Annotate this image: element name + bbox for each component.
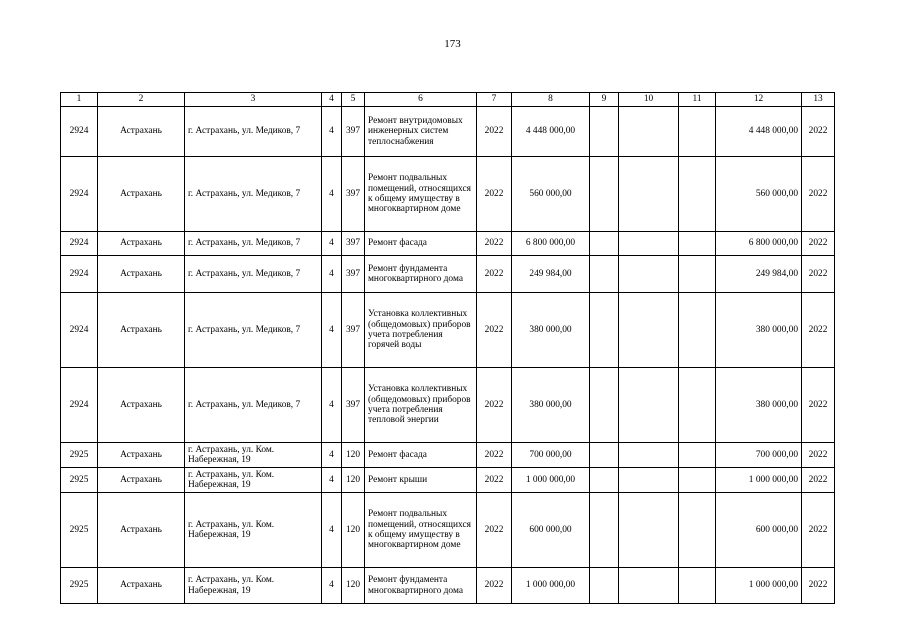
cell-col9 xyxy=(590,232,619,256)
cell-col11 xyxy=(679,157,716,232)
cell-col4: 4 xyxy=(322,493,342,568)
cell-col5: 397 xyxy=(342,157,365,232)
cell-col4: 4 xyxy=(322,293,342,368)
cell-house-id: 2924 xyxy=(61,256,98,293)
page-number: 173 xyxy=(444,38,461,50)
cell-year: 2022 xyxy=(477,443,512,468)
cell-col5: 397 xyxy=(342,368,365,443)
cell-total: 700 000,00 xyxy=(716,443,802,468)
cell-year: 2022 xyxy=(477,293,512,368)
cell-cost: 380 000,00 xyxy=(512,293,590,368)
cell-col10 xyxy=(619,568,679,604)
table-row xyxy=(61,368,835,443)
cell-end-year: 2022 xyxy=(802,256,835,293)
table-row xyxy=(61,256,835,293)
cell-total: 380 000,00 xyxy=(716,368,802,443)
cell-col5: 397 xyxy=(342,232,365,256)
cell-end-year: 2022 xyxy=(802,443,835,468)
cell-total: 249 984,00 xyxy=(716,256,802,293)
cell-col9 xyxy=(590,157,619,232)
cell-end-year: 2022 xyxy=(802,568,835,604)
cell-col9 xyxy=(590,568,619,604)
cell-year: 2022 xyxy=(477,368,512,443)
cell-house-id: 2924 xyxy=(61,368,98,443)
cell-col10 xyxy=(619,493,679,568)
cell-address: г. Астрахань, ул. Ком. Набережная, 19 xyxy=(185,468,322,493)
cell-city: Астрахань xyxy=(98,256,185,293)
cell-address: г. Астрахань, ул. Ком. Набережная, 19 xyxy=(185,568,322,604)
cell-col11 xyxy=(679,368,716,443)
cell-end-year: 2022 xyxy=(802,368,835,443)
cell-work-type: Ремонт крыши xyxy=(365,468,477,493)
column-header: 10 xyxy=(619,93,679,107)
cell-cost: 1 000 000,00 xyxy=(512,568,590,604)
cell-col9 xyxy=(590,293,619,368)
cell-col10 xyxy=(619,443,679,468)
cell-col10 xyxy=(619,293,679,368)
cell-col9 xyxy=(590,468,619,493)
cell-address: г. Астрахань, ул. Медиков, 7 xyxy=(185,232,322,256)
column-header: 6 xyxy=(365,93,477,107)
column-header: 7 xyxy=(477,93,512,107)
cell-col11 xyxy=(679,232,716,256)
cell-city: Астрахань xyxy=(98,293,185,368)
cell-cost: 1 000 000,00 xyxy=(512,468,590,493)
cell-col9 xyxy=(590,493,619,568)
cell-col9 xyxy=(590,256,619,293)
cell-col5: 397 xyxy=(342,293,365,368)
cell-col5: 397 xyxy=(342,107,365,157)
cell-col9 xyxy=(590,443,619,468)
cell-address: г. Астрахань, ул. Медиков, 7 xyxy=(185,157,322,232)
cell-col5: 120 xyxy=(342,468,365,493)
cell-end-year: 2022 xyxy=(802,107,835,157)
cell-total: 1 000 000,00 xyxy=(716,568,802,604)
cell-work-type: Установка коллективных (общедомовых) приборов учета потребления тепловой энергии xyxy=(365,368,477,443)
cell-work-type: Ремонт подвальных помещений, относящихся к общему имуществу в многоквартирном доме xyxy=(365,493,477,568)
table-row xyxy=(61,293,835,368)
cell-city: Астрахань xyxy=(98,232,185,256)
cell-house-id: 2925 xyxy=(61,568,98,604)
cell-col4: 4 xyxy=(322,107,342,157)
cell-work-type: Ремонт фасада xyxy=(365,232,477,256)
cell-col10 xyxy=(619,232,679,256)
cell-house-id: 2924 xyxy=(61,232,98,256)
cell-col10 xyxy=(619,157,679,232)
cell-end-year: 2022 xyxy=(802,468,835,493)
column-header: 11 xyxy=(679,93,716,107)
cell-address: г. Астрахань, ул. Медиков, 7 xyxy=(185,293,322,368)
column-header: 5 xyxy=(342,93,365,107)
table-row xyxy=(61,568,835,604)
cell-col4: 4 xyxy=(322,157,342,232)
cell-col10 xyxy=(619,368,679,443)
cell-cost: 700 000,00 xyxy=(512,443,590,468)
cell-year: 2022 xyxy=(477,232,512,256)
cell-col5: 120 xyxy=(342,493,365,568)
cell-end-year: 2022 xyxy=(802,157,835,232)
table-row xyxy=(61,107,835,157)
cell-col11 xyxy=(679,293,716,368)
cell-house-id: 2924 xyxy=(61,157,98,232)
column-header: 2 xyxy=(98,93,185,107)
cell-house-id: 2925 xyxy=(61,468,98,493)
cell-end-year: 2022 xyxy=(802,293,835,368)
cell-col11 xyxy=(679,493,716,568)
cell-total: 4 448 000,00 xyxy=(716,107,802,157)
cell-year: 2022 xyxy=(477,107,512,157)
cell-cost: 560 000,00 xyxy=(512,157,590,232)
cell-city: Астрахань xyxy=(98,493,185,568)
cell-work-type: Ремонт фундамента многоквартирного дома xyxy=(365,256,477,293)
cell-col4: 4 xyxy=(322,256,342,293)
cell-house-id: 2925 xyxy=(61,443,98,468)
cell-address: г. Астрахань, ул. Медиков, 7 xyxy=(185,107,322,157)
cell-total: 600 000,00 xyxy=(716,493,802,568)
column-header: 13 xyxy=(802,93,835,107)
cell-year: 2022 xyxy=(477,157,512,232)
column-header: 8 xyxy=(512,93,590,107)
cell-year: 2022 xyxy=(477,493,512,568)
cell-col4: 4 xyxy=(322,232,342,256)
cell-work-type: Ремонт фундамента многоквартирного дома xyxy=(365,568,477,604)
cell-city: Астрахань xyxy=(98,443,185,468)
cell-total: 1 000 000,00 xyxy=(716,468,802,493)
cell-house-id: 2924 xyxy=(61,293,98,368)
column-header: 9 xyxy=(590,93,619,107)
cell-year: 2022 xyxy=(477,468,512,493)
table-row xyxy=(61,232,835,256)
cell-house-id: 2924 xyxy=(61,107,98,157)
cell-cost: 600 000,00 xyxy=(512,493,590,568)
table-row xyxy=(61,493,835,568)
table-row xyxy=(61,443,835,468)
cell-year: 2022 xyxy=(477,568,512,604)
cell-col11 xyxy=(679,568,716,604)
cell-col5: 120 xyxy=(342,443,365,468)
cell-col5: 397 xyxy=(342,256,365,293)
cell-cost: 6 800 000,00 xyxy=(512,232,590,256)
cell-col10 xyxy=(619,468,679,493)
column-header: 4 xyxy=(322,93,342,107)
cell-total: 6 800 000,00 xyxy=(716,232,802,256)
cell-col10 xyxy=(619,256,679,293)
cell-col4: 4 xyxy=(322,568,342,604)
cell-address: г. Астрахань, ул. Ком. Набережная, 19 xyxy=(185,443,322,468)
cell-address: г. Астрахань, ул. Ком. Набережная, 19 xyxy=(185,493,322,568)
cell-total: 560 000,00 xyxy=(716,157,802,232)
cell-house-id: 2925 xyxy=(61,493,98,568)
cell-cost: 249 984,00 xyxy=(512,256,590,293)
column-header: 3 xyxy=(185,93,322,107)
cell-city: Астрахань xyxy=(98,157,185,232)
cell-cost: 4 448 000,00 xyxy=(512,107,590,157)
cell-col10 xyxy=(619,107,679,157)
cell-work-type: Ремонт фасада xyxy=(365,443,477,468)
cell-total: 380 000,00 xyxy=(716,293,802,368)
cell-end-year: 2022 xyxy=(802,493,835,568)
cell-col4: 4 xyxy=(322,443,342,468)
cell-col5: 120 xyxy=(342,568,365,604)
column-number-row xyxy=(61,93,835,107)
cell-col11 xyxy=(679,107,716,157)
cell-year: 2022 xyxy=(477,256,512,293)
cell-col11 xyxy=(679,443,716,468)
cell-col9 xyxy=(590,107,619,157)
cell-cost: 380 000,00 xyxy=(512,368,590,443)
column-header: 1 xyxy=(61,93,98,107)
table-row xyxy=(61,157,835,232)
table-row xyxy=(61,468,835,493)
cell-work-type: Установка коллективных (общедомовых) приборов учета потребления горячей воды xyxy=(365,293,477,368)
cell-city: Астрахань xyxy=(98,368,185,443)
cell-col11 xyxy=(679,468,716,493)
cell-city: Астрахань xyxy=(98,568,185,604)
cell-work-type: Ремонт внутридомовых инженерных систем теплоснабжения xyxy=(365,107,477,157)
cell-col11 xyxy=(679,256,716,293)
cell-city: Астрахань xyxy=(98,468,185,493)
cell-city: Астрахань xyxy=(98,107,185,157)
cell-col4: 4 xyxy=(322,468,342,493)
repair-plan-table xyxy=(60,92,835,604)
cell-col9 xyxy=(590,368,619,443)
cell-end-year: 2022 xyxy=(802,232,835,256)
cell-col4: 4 xyxy=(322,368,342,443)
column-header: 12 xyxy=(716,93,802,107)
cell-work-type: Ремонт подвальных помещений, относящихся к общему имуществу в многоквартирном доме xyxy=(365,157,477,232)
cell-address: г. Астрахань, ул. Медиков, 7 xyxy=(185,368,322,443)
cell-address: г. Астрахань, ул. Медиков, 7 xyxy=(185,256,322,293)
